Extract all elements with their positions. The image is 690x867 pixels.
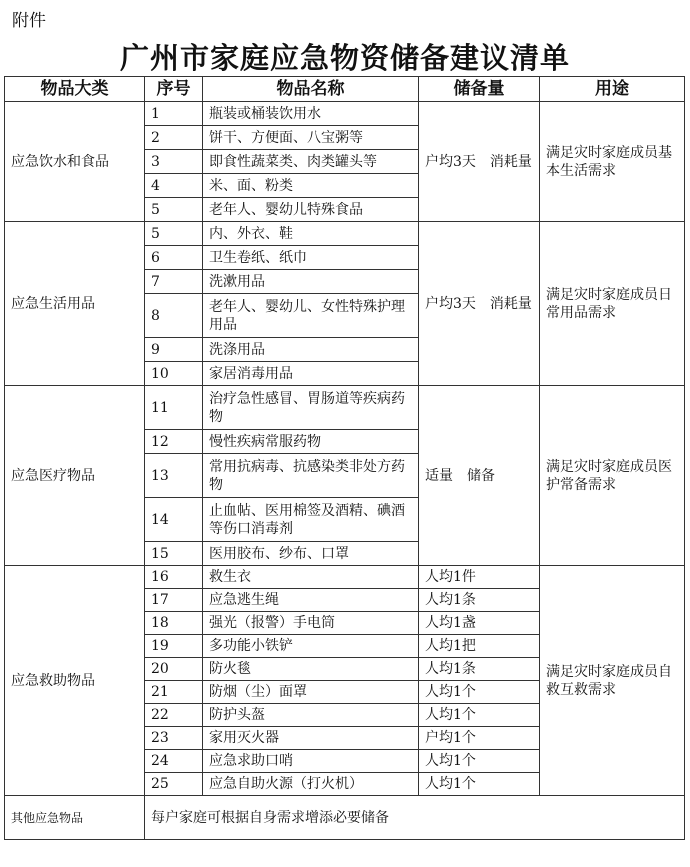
amount-cell: 人均1把 <box>419 635 540 658</box>
item-number: 17 <box>145 589 203 612</box>
category-cell-other: 其他应急物品 <box>5 796 145 840</box>
amount-cell: 户均3天 消耗量 <box>419 102 540 222</box>
item-number: 5 <box>145 198 203 222</box>
amount-cell: 适量 储备 <box>419 386 540 566</box>
item-number: 11 <box>145 386 203 430</box>
table-row-other <box>5 796 685 840</box>
item-number: 20 <box>145 658 203 681</box>
item-number: 2 <box>145 126 203 150</box>
item-number: 9 <box>145 338 203 362</box>
item-name: 应急求助口哨 <box>203 750 419 773</box>
item-number: 25 <box>145 773 203 796</box>
table-row <box>5 222 685 246</box>
item-number: 22 <box>145 704 203 727</box>
item-name: 多功能小铁铲 <box>203 635 419 658</box>
supply-table <box>4 76 685 840</box>
item-name: 慢性疾病常服药物 <box>203 430 419 454</box>
use-cell: 满足灾时家庭成员日常用品需求 <box>540 222 685 386</box>
category-cell: 应急生活用品 <box>5 222 145 386</box>
item-name: 瓶装或桶装饮用水 <box>203 102 419 126</box>
item-number: 12 <box>145 430 203 454</box>
item-name: 家居消毒用品 <box>203 362 419 386</box>
category-cell: 应急饮水和食品 <box>5 102 145 222</box>
item-name: 应急逃生绳 <box>203 589 419 612</box>
item-number: 14 <box>145 498 203 542</box>
item-number: 21 <box>145 681 203 704</box>
item-name: 强光（报警）手电筒 <box>203 612 419 635</box>
column-header-amount: 储备量 <box>419 77 540 102</box>
item-number: 19 <box>145 635 203 658</box>
item-name: 米、面、粉类 <box>203 174 419 198</box>
item-name: 防护头盔 <box>203 704 419 727</box>
item-number: 16 <box>145 566 203 589</box>
category-cell: 应急救助物品 <box>5 566 145 796</box>
item-name: 卫生卷纸、纸巾 <box>203 246 419 270</box>
item-name: 防烟（尘）面罩 <box>203 681 419 704</box>
item-name: 饼干、方便面、八宝粥等 <box>203 126 419 150</box>
item-name: 老年人、婴幼儿、女性特殊护理用品 <box>203 294 419 338</box>
amount-cell: 人均1个 <box>419 704 540 727</box>
amount-cell: 户均1个 <box>419 727 540 750</box>
item-number: 24 <box>145 750 203 773</box>
other-note: 每户家庭可根据自身需求增添必要储备 <box>145 796 685 840</box>
amount-cell: 人均1条 <box>419 589 540 612</box>
use-cell: 满足灾时家庭成员医护常备需求 <box>540 386 685 566</box>
use-cell: 满足灾时家庭成员基本生活需求 <box>540 102 685 222</box>
column-header-use: 用途 <box>540 77 685 102</box>
amount-cell: 人均1条 <box>419 658 540 681</box>
item-number: 6 <box>145 246 203 270</box>
item-name: 医用胶布、纱布、口罩 <box>203 542 419 566</box>
item-name: 救生衣 <box>203 566 419 589</box>
amount-cell: 人均1个 <box>419 773 540 796</box>
attachment-label: 附件 <box>12 11 46 31</box>
column-header-category: 物品大类 <box>5 77 145 102</box>
table-row <box>5 386 685 430</box>
column-header-item-name: 物品名称 <box>203 77 419 102</box>
table-row <box>5 102 685 126</box>
item-number: 4 <box>145 174 203 198</box>
amount-cell: 人均1个 <box>419 750 540 773</box>
amount-cell: 人均1件 <box>419 566 540 589</box>
item-name: 洗涤用品 <box>203 338 419 362</box>
item-number: 7 <box>145 270 203 294</box>
item-number: 3 <box>145 150 203 174</box>
column-header-number: 序号 <box>145 77 203 102</box>
amount-cell: 人均1个 <box>419 681 540 704</box>
item-name: 内、外衣、鞋 <box>203 222 419 246</box>
item-number: 8 <box>145 294 203 338</box>
item-name: 老年人、婴幼儿特殊食品 <box>203 198 419 222</box>
item-name: 家用灭火器 <box>203 727 419 750</box>
item-name: 治疗急性感冒、胃肠道等疾病药物 <box>203 386 419 430</box>
item-name: 即食性蔬菜类、肉类罐头等 <box>203 150 419 174</box>
item-name: 止血帖、医用棉签及酒精、碘酒等伤口消毒剂 <box>203 498 419 542</box>
table-row <box>5 566 685 589</box>
item-number: 18 <box>145 612 203 635</box>
use-cell: 满足灾时家庭成员自救互救需求 <box>540 566 685 796</box>
item-number: 1 <box>145 102 203 126</box>
item-name: 常用抗病毒、抗感染类非处方药物 <box>203 454 419 498</box>
table-header-row <box>5 77 685 102</box>
item-name: 洗漱用品 <box>203 270 419 294</box>
item-name: 应急自助火源（打火机） <box>203 773 419 796</box>
page-title: 广州市家庭应急物资储备建议清单 <box>119 41 570 75</box>
item-number: 23 <box>145 727 203 750</box>
item-number: 15 <box>145 542 203 566</box>
item-number: 13 <box>145 454 203 498</box>
item-number: 5 <box>145 222 203 246</box>
amount-cell: 户均3天 消耗量 <box>419 222 540 386</box>
item-name: 防火毯 <box>203 658 419 681</box>
amount-cell: 人均1盏 <box>419 612 540 635</box>
item-number: 10 <box>145 362 203 386</box>
category-cell: 应急医疗物品 <box>5 386 145 566</box>
